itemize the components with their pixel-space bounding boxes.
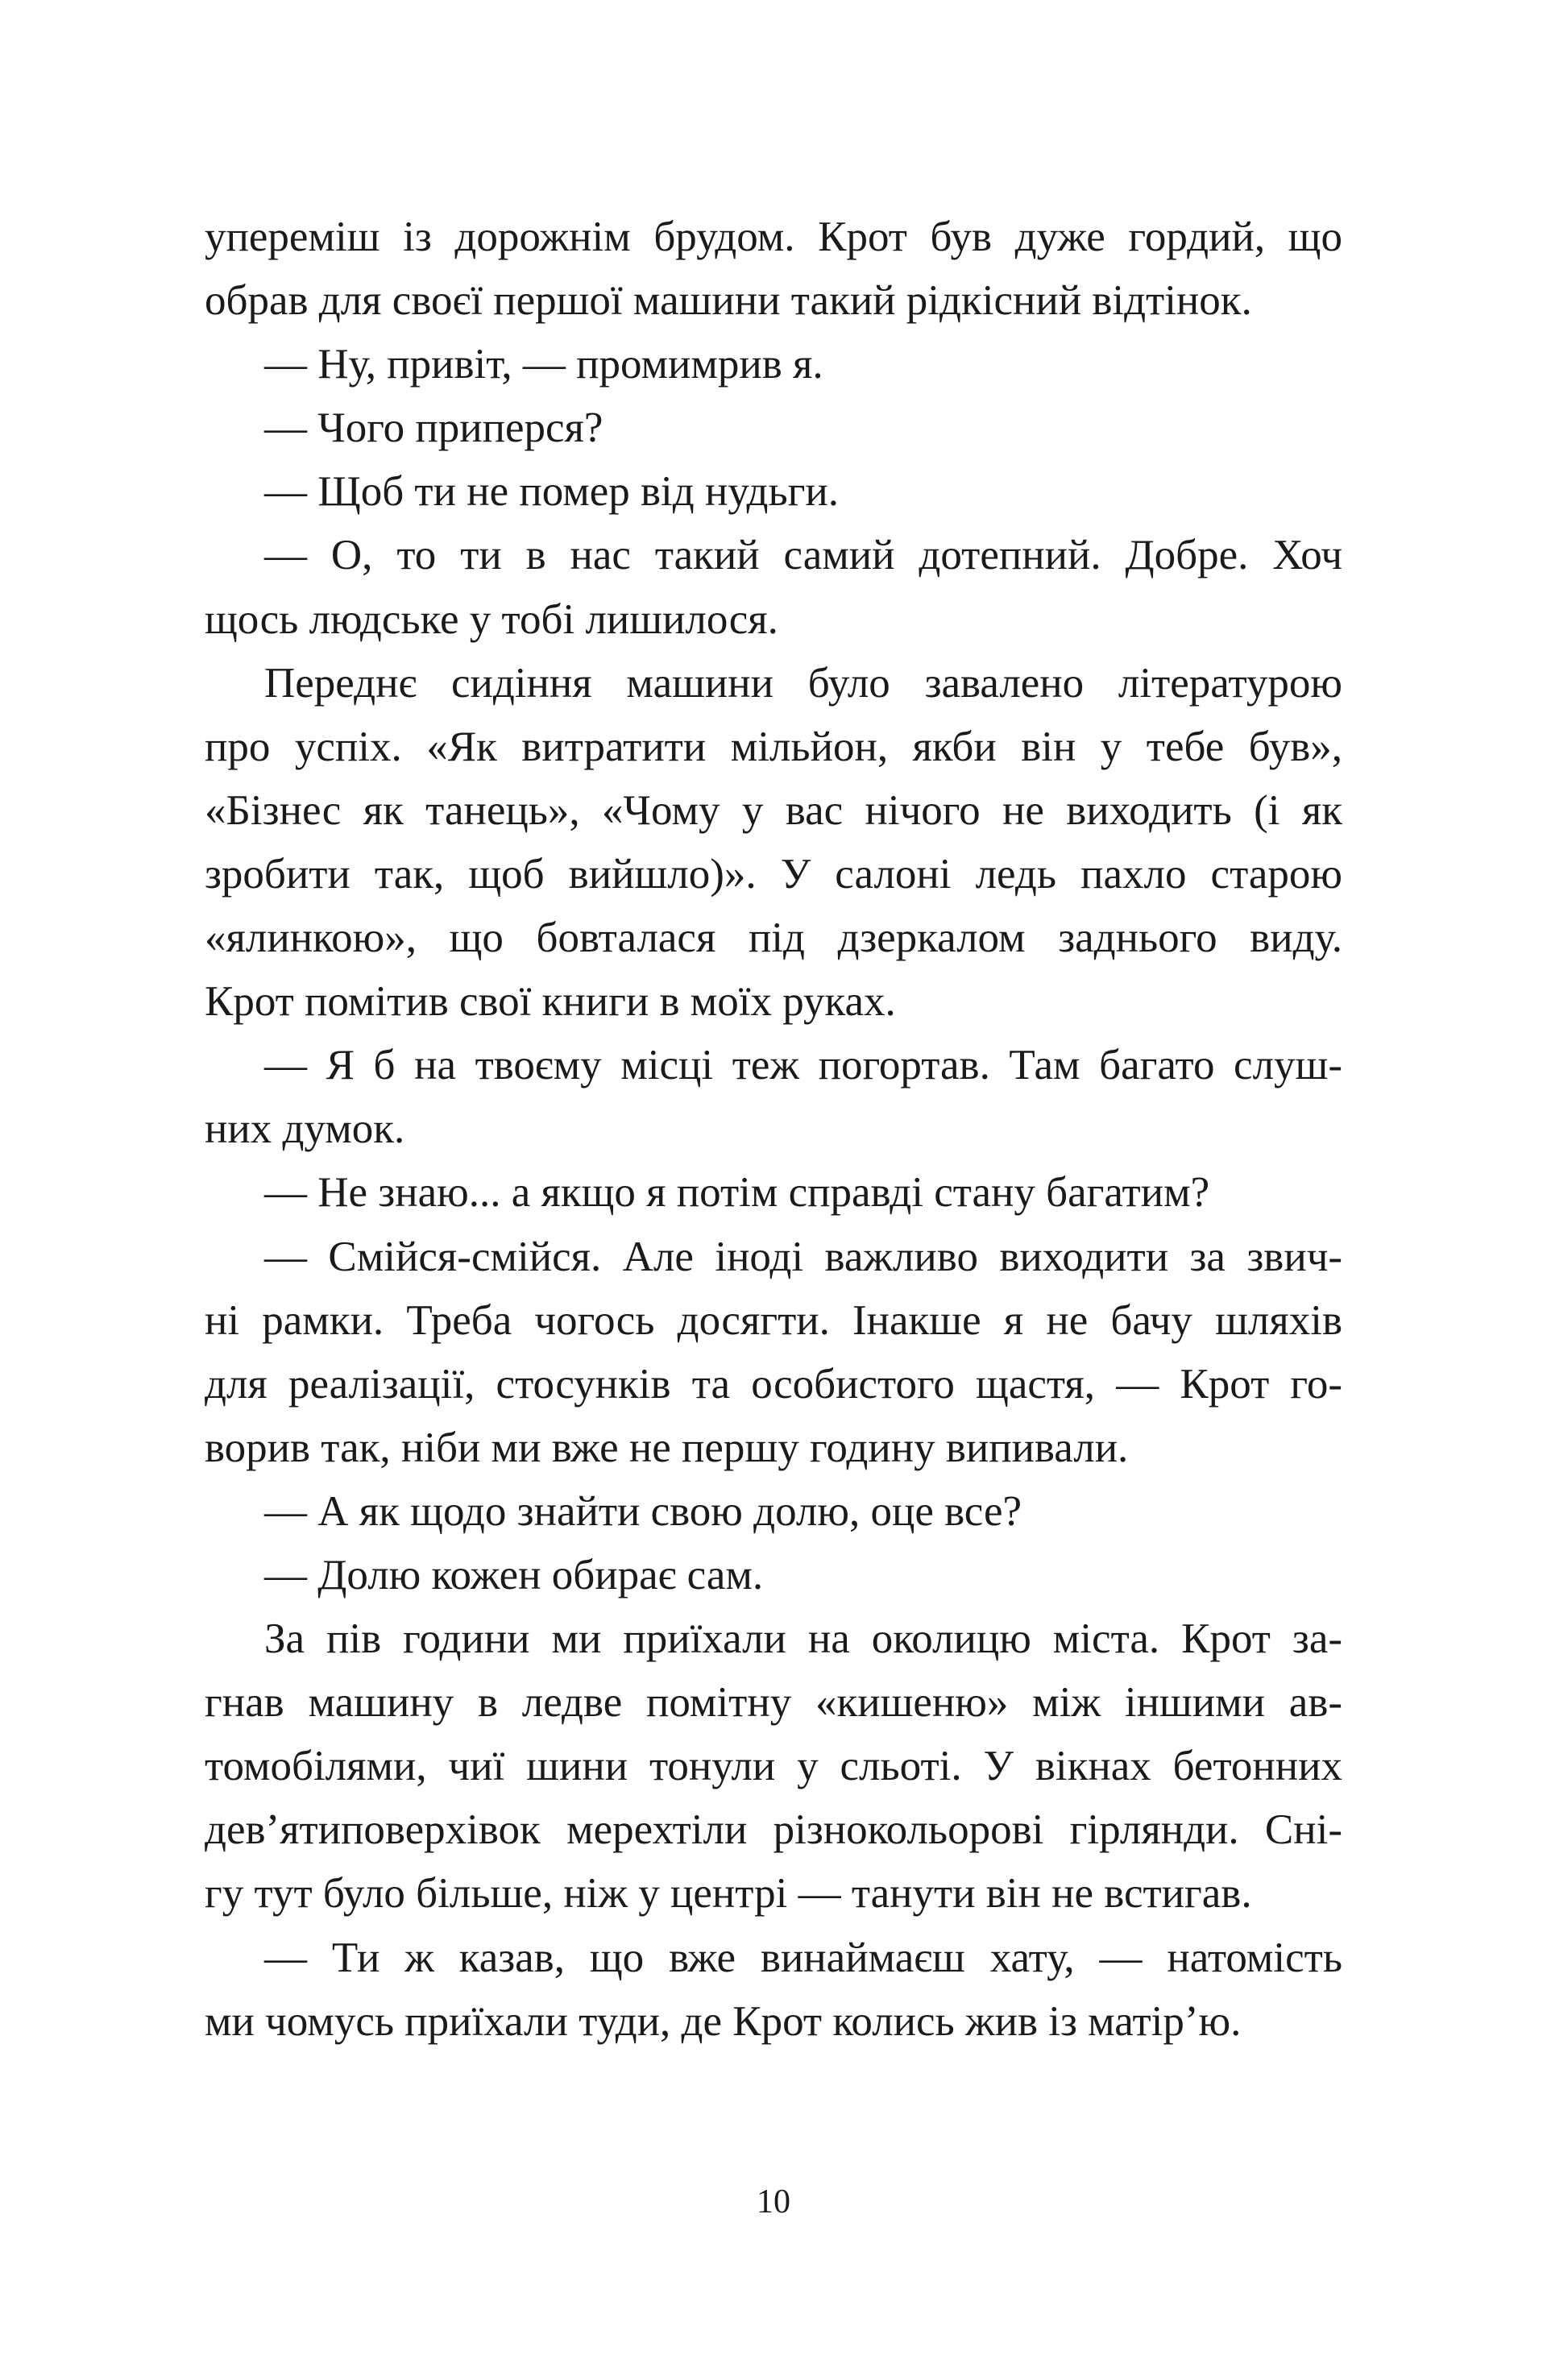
text-line: Переднє сидіння машини було завалено літературою	[264, 659, 1342, 707]
text-line: Крот помітив свої книги в моїх руках.	[205, 978, 896, 1026]
text-line: — Я б на твоєму місці теж погортав. Там багато слуш-	[264, 1042, 1342, 1089]
text-line: За пів години ми приїхали на околицю міста. Крот за-	[264, 1615, 1342, 1663]
text-line: щось людське у тобі лишилося.	[205, 595, 778, 643]
text-line: «ялинкою», що бовталася під дзеркалом заднього виду.	[205, 914, 1342, 962]
text-line: про успіх. «Як витратити мільйон, якби він у тебе був»,	[205, 723, 1342, 770]
text-line: «Бізнес як танець», «Чому у вас нічого не виходить (і як	[205, 786, 1342, 834]
body-text	[205, 208, 1342, 2056]
text-line: упереміш із дорожнім брудом. Крот був дуже гордий, що	[205, 214, 1342, 260]
text-line: — Щоб ти не помер від нудьги.	[264, 468, 839, 516]
text-line: — А як щодо знайти свою долю, оце все?	[264, 1487, 1022, 1535]
text-line: гу тут було більше, ніж у центрі — танути він не встигав.	[205, 1870, 1252, 1918]
text-line: зробити так, щоб вийшло)». У салоні ледь пахло старою	[205, 850, 1342, 898]
text-line: обрав для своєї першої машини такий рідкісний відтінок.	[205, 277, 1252, 325]
text-line: ми чомусь приїхали туди, де Крот колись жив із матір’ю.	[205, 1997, 1242, 2045]
text-line: них думок.	[205, 1105, 405, 1153]
page-number: 10	[757, 2183, 790, 2220]
text-line: — Ну, привіт, — промимрив я.	[264, 341, 823, 388]
text-line: — Долю кожен обирає сам.	[264, 1551, 764, 1598]
text-line: — Не знаю... а якщо я потім справді стану багатим?	[264, 1169, 1210, 1217]
text-line: — Чого приперся?	[264, 404, 603, 452]
text-line: — О, то ти в нас такий самий дотепний. Добре. Хоч	[264, 532, 1342, 579]
text-line: — Смійся-смійся. Але іноді важливо виходити за звич-	[264, 1233, 1342, 1280]
text-line: — Ти ж казав, що вже винаймаєш хату, — натомість	[264, 1934, 1342, 1981]
text-line: для реалізації, стосунків та особистого щастя, — Крот го-	[205, 1360, 1342, 1408]
text-line: гнав машину в ледве помітну «кишеню» між іншими ав-	[205, 1679, 1342, 1727]
text-line: ні рамки. Треба чогось досягти. Інакше я не бачу шляхів	[205, 1296, 1342, 1344]
text-line: ворив так, ніби ми вже не першу годину випивали.	[205, 1424, 1129, 1471]
text-line: дев’ятиповерхівок мерехтіли різнокольорові гірлянди. Сні-	[205, 1806, 1342, 1854]
text-line: томобілями, чиї шини тонули у сльоті. У вікнах бетонних	[205, 1743, 1342, 1790]
